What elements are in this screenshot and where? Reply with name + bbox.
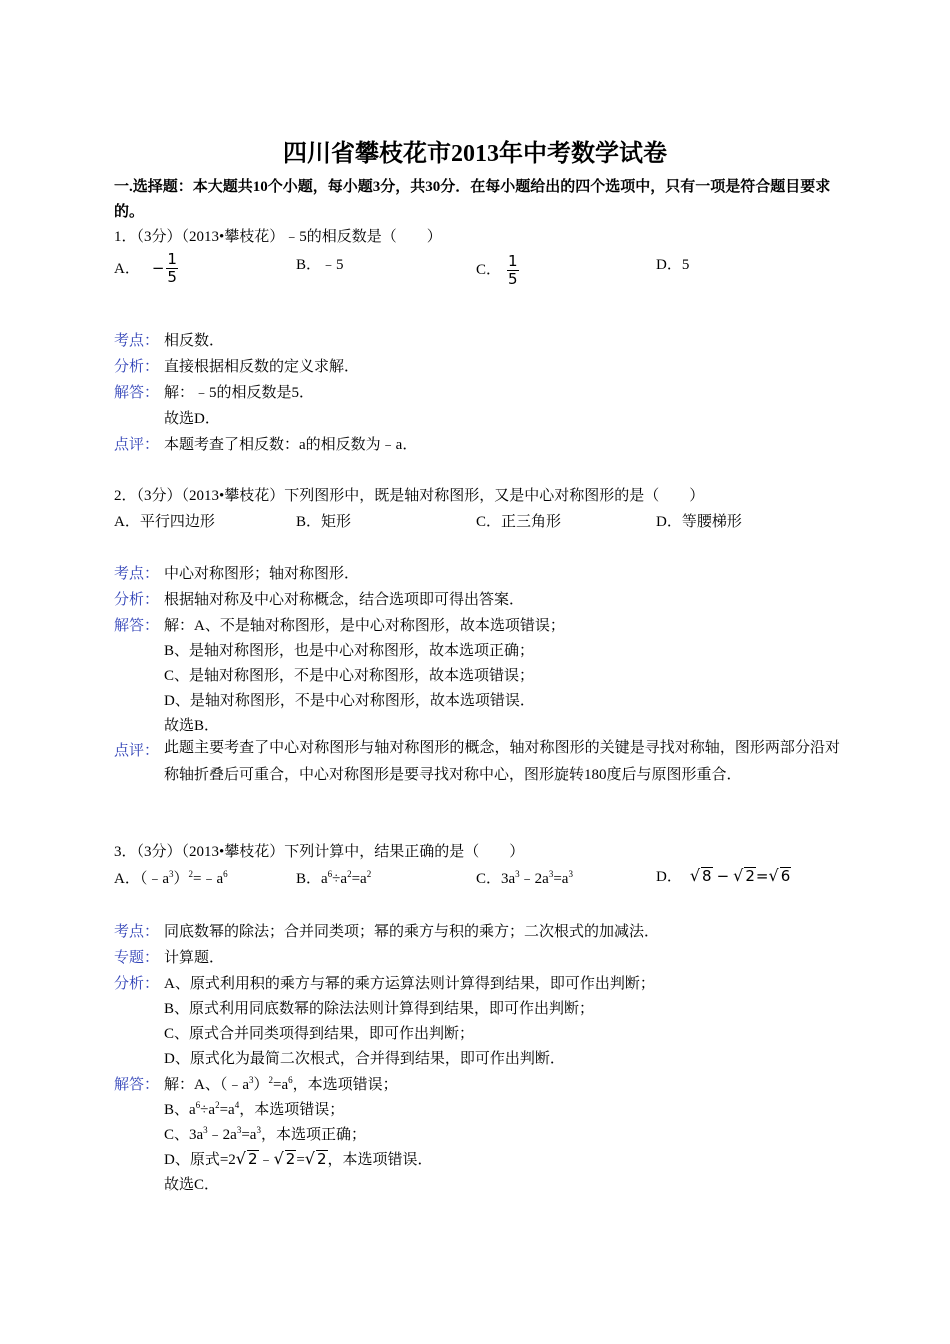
text-part: 解：A、（﹣a bbox=[164, 1077, 249, 1093]
q1-option-c bbox=[476, 253, 519, 288]
exponent: 3 bbox=[548, 869, 554, 879]
section-heading: 一.选择题：本大题共10个小题，每小题3分，共30分．在每小题给出的四个选项中，只有一项是符合题目要求的。 bbox=[114, 179, 831, 220]
sqrt-icon: √ bbox=[304, 1149, 315, 1168]
radicand: 8 bbox=[702, 867, 712, 885]
q2-jieda-line-1: 解：A、不是轴对称图形，是中心对称图形，故本选项错误； bbox=[164, 618, 565, 634]
q2-kaodian-label: 考点： bbox=[114, 566, 160, 582]
text-part: D、原式=2 bbox=[164, 1152, 236, 1168]
q1-dianping: 本题考查了相反数：a的相反数为﹣a． bbox=[164, 437, 418, 453]
q2-fenxi-label: 分析： bbox=[114, 592, 160, 608]
fraction-denominator: 5 bbox=[508, 270, 518, 288]
exponent: 6 bbox=[288, 1075, 293, 1085]
q3-jieda-label: 解答： bbox=[114, 1077, 160, 1093]
text-part: ，本选项错误． bbox=[327, 1152, 433, 1168]
q1-dianping-label: 点评： bbox=[114, 437, 160, 453]
q3-b-part: ÷a bbox=[332, 871, 348, 887]
q1-jieda-line-1: 解：﹣5的相反数是5． bbox=[164, 385, 315, 401]
exponent: 3 bbox=[203, 1125, 208, 1135]
q1-fenxi-label: 分析： bbox=[114, 359, 160, 375]
q1-fenxi: 直接根据相反数的定义求解． bbox=[164, 359, 360, 375]
text-part: =a bbox=[219, 1102, 235, 1118]
q3-c-part: ﹣2a bbox=[519, 871, 549, 887]
q1-jieda-line-2: 故选D． bbox=[164, 411, 220, 427]
q3-d-label: D． bbox=[656, 869, 682, 885]
q1-option-c-fraction bbox=[507, 253, 519, 288]
q3-b-part: B．a bbox=[296, 871, 328, 887]
page-title: 四川省攀枝花市2013年中考数学试卷 bbox=[283, 141, 667, 167]
sqrt-icon: √ bbox=[273, 1149, 284, 1168]
sqrt-icon: √ bbox=[689, 866, 701, 885]
q3-c-part: =a bbox=[553, 871, 569, 887]
exponent: 3 bbox=[169, 869, 174, 879]
q3-jieda-line-3 bbox=[164, 1123, 366, 1144]
q3-a-part: ） bbox=[173, 871, 189, 887]
q3-fenxi-line-1: A、原式利用积的乘方与幂的乘方运算法则计算得到结果，即可作出判断； bbox=[164, 976, 655, 992]
q2-dianping: 此题主要考查了中心对称图形与轴对称图形的概念，轴对称图形的关键是寻找对称轴，图形两部分沿对称轴折叠后可重合，中心对称图形是要寻找对称中心，图形旋转180度后与原图形重合． bbox=[164, 740, 840, 783]
exponent: 6 bbox=[195, 1100, 201, 1110]
text-part: ） bbox=[253, 1077, 269, 1093]
exponent: 2 bbox=[366, 869, 372, 879]
exponent: 2 bbox=[188, 869, 194, 879]
q3-option-c bbox=[476, 867, 573, 888]
q1-option-c-label: C． bbox=[476, 261, 502, 278]
q1-option-a-minus: − bbox=[151, 258, 165, 277]
operator: = bbox=[755, 867, 769, 885]
q3-fenxi-line-3: C、原式合并同类项得到结果，即可作出判断； bbox=[164, 1026, 475, 1042]
q1-jieda-label: 解答： bbox=[114, 385, 160, 401]
sqrt-icon: √ bbox=[768, 866, 779, 885]
q2-jieda-line-2: B、是轴对称图形，也是中心对称图形，故本选项正确； bbox=[164, 643, 535, 659]
q3-jieda-line-5: 故选C． bbox=[164, 1177, 220, 1193]
q3-jieda-line-1 bbox=[164, 1073, 398, 1094]
radicand: 2 bbox=[745, 867, 755, 885]
q3-kaodian: 同底数幂的除法；合并同类项；幂的乘方与积的乘方；二次根式的加减法． bbox=[164, 924, 660, 940]
q2-jieda-line-5: 故选B． bbox=[164, 718, 220, 734]
text-part: ，本选项正确； bbox=[260, 1127, 366, 1143]
q2-option-d: D．等腰梯形 bbox=[656, 514, 742, 530]
text-part: C、3a bbox=[164, 1127, 204, 1143]
q2-jieda-line-3: C、是轴对称图形，不是中心对称图形，故本选项错误； bbox=[164, 668, 535, 684]
q2-stem: 2．（3分）（2013•攀枝花）下列图形中，既是轴对称图形，又是中心对称图形的是（ ） bbox=[114, 488, 705, 504]
q2-kaodian: 中心对称图形；轴对称图形． bbox=[164, 566, 360, 582]
text-part: ÷a bbox=[200, 1102, 216, 1118]
radicand: 6 bbox=[780, 867, 791, 885]
exponent: 2 bbox=[215, 1100, 220, 1110]
q1-kaodian: 相反数． bbox=[164, 333, 225, 349]
q3-fenxi-line-4: D、原式化为最简二次根式，合并得到结果，即可作出判断． bbox=[164, 1051, 565, 1067]
radicand: 2 bbox=[248, 1150, 258, 1168]
operator: = bbox=[296, 1152, 305, 1168]
q3-option-b bbox=[296, 867, 371, 888]
fraction-numerator: 1 bbox=[167, 250, 177, 268]
q3-fenxi-line-2: B、原式利用同底数幂的除法法则计算得到结果，即可作出判断； bbox=[164, 1001, 595, 1017]
sqrt-icon: √ bbox=[235, 1149, 246, 1168]
q2-fenxi: 根据轴对称及中心对称概念，结合选项即可得出答案． bbox=[164, 592, 525, 608]
q3-option-d bbox=[656, 865, 791, 886]
exponent: 6 bbox=[223, 869, 228, 879]
q1-option-a bbox=[114, 250, 178, 286]
text-part: ，本选项错误； bbox=[292, 1077, 398, 1093]
text-part: =a bbox=[273, 1077, 289, 1093]
q1-kaodian-label: 考点： bbox=[114, 333, 160, 349]
fraction-numerator: 1 bbox=[508, 252, 518, 270]
q3-kaodian-label: 考点： bbox=[114, 924, 160, 940]
exponent: 3 bbox=[515, 869, 520, 879]
q3-c-part: C．3a bbox=[476, 871, 516, 887]
operator: ﹣ bbox=[258, 1152, 274, 1168]
q2-jieda-line-4: D、是轴对称图形，不是中心对称图形，故本选项错误． bbox=[164, 693, 535, 709]
q1-stem: 1．（3分）（2013•攀枝花）﹣5的相反数是（ ） bbox=[114, 229, 442, 245]
text-part: ﹣2a bbox=[207, 1127, 237, 1143]
q3-jieda-line-4 bbox=[164, 1148, 433, 1169]
q3-b-part: =a bbox=[351, 871, 367, 887]
q2-option-a: A．平行四边形 bbox=[114, 514, 215, 530]
text-part: =a bbox=[241, 1127, 257, 1143]
q1-option-a-fraction bbox=[166, 251, 178, 286]
exponent: 3 bbox=[236, 1125, 242, 1135]
q1-option-d: D．5 bbox=[656, 257, 690, 273]
q2-jieda-label: 解答： bbox=[114, 618, 160, 634]
q3-stem: 3．（3分）（2013•攀枝花）下列计算中，结果正确的是（ ） bbox=[114, 844, 525, 860]
exponent: 4 bbox=[234, 1100, 240, 1110]
exponent: 2 bbox=[347, 869, 352, 879]
q3-jieda-line-2 bbox=[164, 1098, 344, 1119]
q2-option-b: B．矩形 bbox=[296, 514, 352, 530]
radicand: 2 bbox=[316, 1150, 327, 1168]
text-part: B、a bbox=[164, 1102, 196, 1118]
q2-dianping-label: 点评： bbox=[114, 743, 160, 759]
exponent: 3 bbox=[249, 1075, 254, 1085]
q3-fenxi-label: 分析： bbox=[114, 976, 160, 992]
sqrt-icon: √ bbox=[733, 866, 744, 885]
q3-zhuanti-label: 专题： bbox=[114, 950, 160, 966]
radicand: 2 bbox=[285, 1150, 296, 1168]
fraction-denominator: 5 bbox=[167, 268, 177, 286]
exponent: 3 bbox=[256, 1125, 261, 1135]
text-part: ，本选项错误； bbox=[239, 1102, 345, 1118]
q3-a-part: =﹣a bbox=[193, 871, 224, 887]
q1-option-a-label: A． bbox=[114, 260, 140, 277]
q2-option-c: C．正三角形 bbox=[476, 514, 562, 530]
exponent: 2 bbox=[268, 1075, 274, 1085]
q1-option-b: B．﹣5 bbox=[296, 257, 344, 273]
exponent: 3 bbox=[568, 869, 573, 879]
q3-a-part: A．（﹣a bbox=[114, 871, 169, 887]
q3-option-a bbox=[114, 867, 228, 888]
operator: − bbox=[716, 867, 730, 885]
exponent: 6 bbox=[327, 869, 333, 879]
q3-zhuanti: 计算题． bbox=[164, 950, 225, 966]
